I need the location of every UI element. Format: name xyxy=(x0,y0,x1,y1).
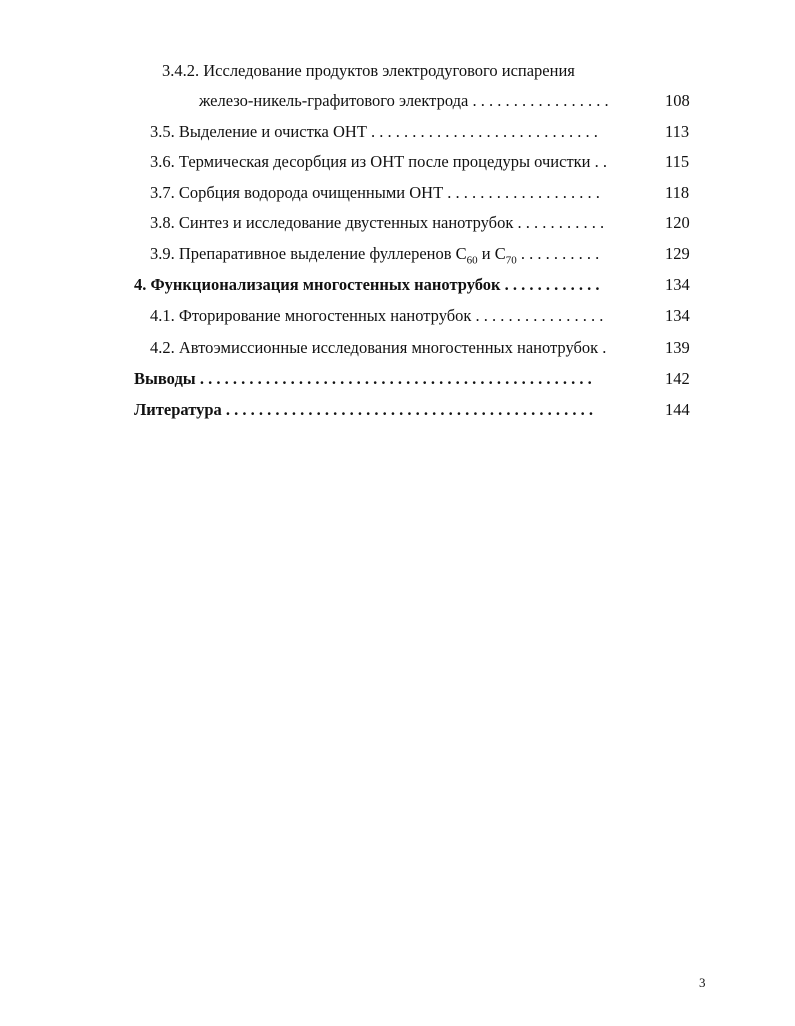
toc-entry-label: 4. Функционализация многостенных нанотрубок . . . . . . . . . . . . xyxy=(134,275,600,294)
fullerene-subscript-70: 70 xyxy=(505,254,517,267)
toc-entry-label-mid: и C xyxy=(477,244,506,263)
toc-entry-label: Литература . . . . . . . . . . . . . . . . . . . . . . . . . . . . . . . . . . . . . . . . . . . . . xyxy=(134,400,594,419)
toc-entry-label: 3.8. Синтез и исследование двустенных нанотрубок . . . . . . . . . . . xyxy=(150,213,605,232)
toc-entry-3-8 xyxy=(0,211,795,235)
toc-entry-3-7 xyxy=(0,181,795,205)
fullerene-subscript-60: 60 xyxy=(466,254,478,267)
toc-entry-page: 118 xyxy=(665,183,690,202)
toc-entry-label: Выводы . . . . . . . . . . . . . . . . . . . . . . . . . . . . . . . . . . . . . . . . . . . . . . . . xyxy=(134,369,592,388)
toc-references xyxy=(0,398,795,422)
toc-entry-3-9 xyxy=(0,242,795,266)
toc-entry-page: 115 xyxy=(665,152,690,171)
toc-entry-page: 139 xyxy=(665,338,690,357)
toc-entry-label: железо-никель-графитового электрода . . . . . . . . . . . . . . . . . xyxy=(199,91,609,110)
toc-entry-3-4-2-line2 xyxy=(0,89,795,113)
toc-entry-label: 3.5. Выделение и очистка ОНТ . . . . . . . . . . . . . . . . . . . . . . . . . . . . xyxy=(150,122,598,141)
toc-entry-label: 4.2. Автоэмиссионные исследования многостенных нанотрубок . xyxy=(150,338,607,357)
toc-entry-label: 3.4.2. Исследование продуктов электродугового испарения xyxy=(162,61,575,80)
toc-entry-label xyxy=(150,242,599,266)
toc-entry-page: 134 xyxy=(665,275,690,294)
toc-entry-label: 3.6. Термическая десорбция из ОНТ после процедуры очистки . . xyxy=(150,152,608,171)
toc-entry-label-pre: 3.9. Препаративное выделение фуллеренов C xyxy=(150,244,467,263)
toc-entry-page: 120 xyxy=(665,213,690,232)
toc-entry-4-1 xyxy=(0,304,795,328)
toc-entry-3-5 xyxy=(0,120,795,144)
toc-conclusions xyxy=(0,367,795,391)
toc-entry-label-post: . . . . . . . . . . xyxy=(516,244,600,263)
toc-entry-page: 144 xyxy=(665,400,690,419)
toc-entry-3-6 xyxy=(0,150,795,174)
toc-entry-page: 129 xyxy=(665,244,690,263)
toc-entry-4-2 xyxy=(0,336,795,360)
page-number: 3 xyxy=(699,975,706,990)
toc-entry-label: 4.1. Фторирование многостенных нанотрубок . . . . . . . . . . . . . . . . xyxy=(150,306,604,325)
toc-entry-label: 3.7. Сорбция водорода очищенными ОНТ . . . . . . . . . . . . . . . . . . . xyxy=(150,183,600,202)
toc-chapter-4 xyxy=(0,273,795,297)
toc-entry-page: 142 xyxy=(665,369,690,388)
toc-entry-page: 113 xyxy=(665,122,690,141)
toc-entry-page: 108 xyxy=(665,91,690,110)
toc-entry-page: 134 xyxy=(665,306,690,325)
